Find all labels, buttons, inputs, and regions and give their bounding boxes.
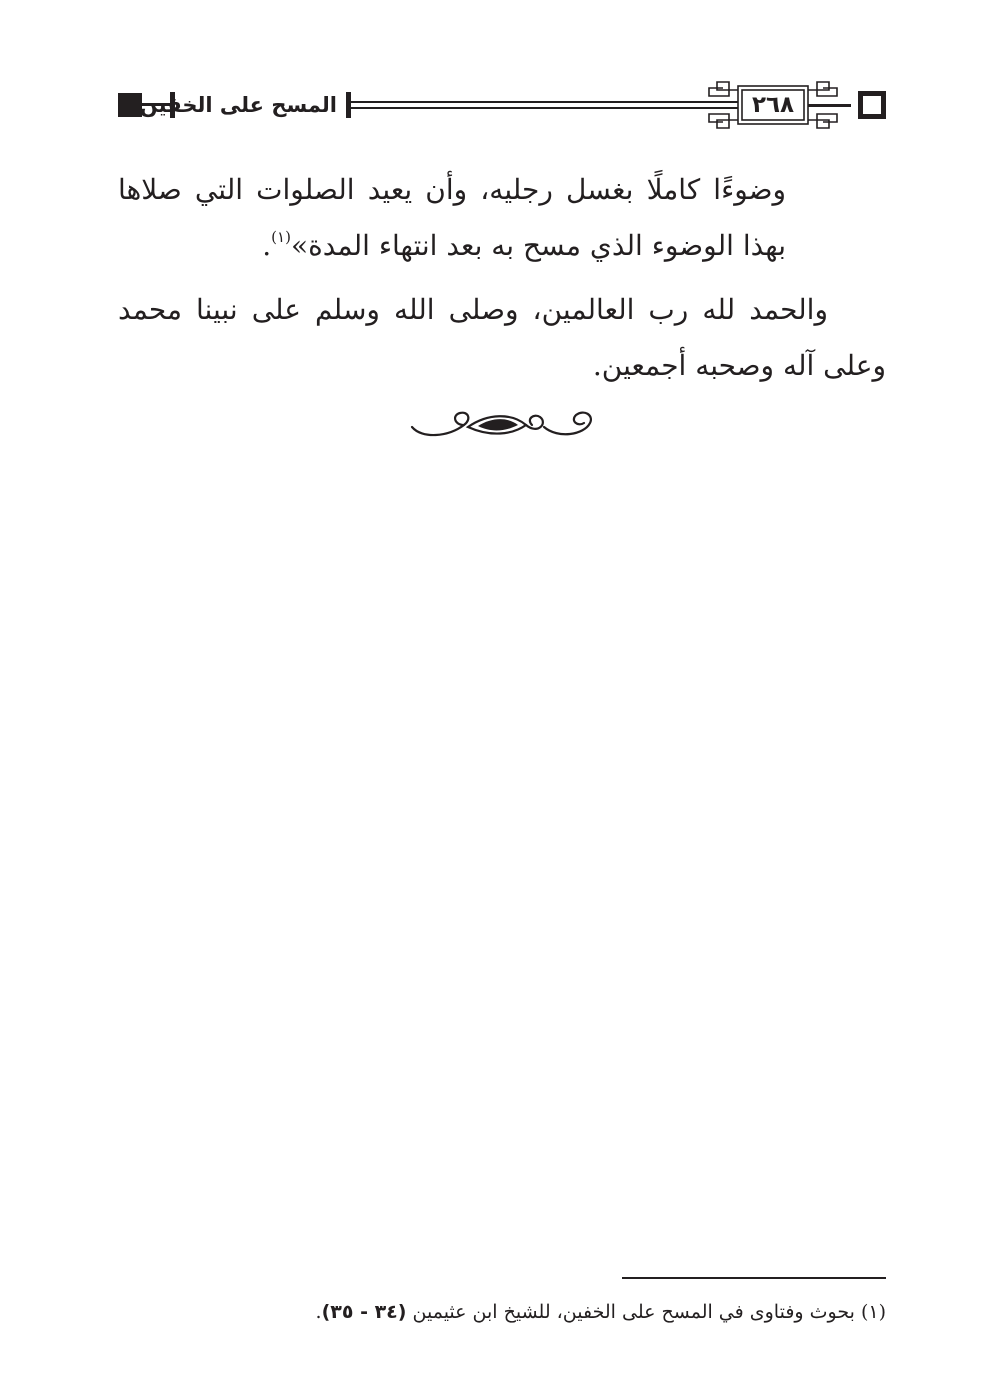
footnote xyxy=(200,1290,886,1334)
paragraph-1-line-2 xyxy=(118,218,786,274)
page-number: ٢٦٨ xyxy=(751,92,795,118)
paragraph-1-line-2-text: بهذا الوضوء الذي مسح به بعد انتهاء المدة» xyxy=(290,229,786,262)
paragraph-2-line-2: وعلى آله وصحبه أجمعين. xyxy=(592,349,886,382)
footnote-marker: (١) xyxy=(860,1301,886,1323)
header-title-bar xyxy=(346,92,351,118)
footnote-pages: (٣٤ - ٣٥) xyxy=(321,1301,407,1323)
header-right-square xyxy=(858,91,886,119)
ornament-divider-icon xyxy=(408,405,598,445)
header-rule-top xyxy=(351,101,709,103)
paragraph-1-line-2-end: . xyxy=(262,229,272,262)
footnote-reference: (١) xyxy=(271,228,291,246)
paragraph-1 xyxy=(118,162,786,274)
header-left-block xyxy=(118,93,142,117)
paragraph-1-line-1: وضوءًا كاملًا بغسل رجليه، وأن يعيد الصلوات التي صلاها xyxy=(118,173,786,206)
running-header xyxy=(0,0,1004,150)
header-rule-bottom xyxy=(351,107,709,109)
paragraph-2-line-1: والحمد لله رب العالمين، وصلى الله وسلم على نبينا محمد xyxy=(118,293,828,326)
footnote-text: بحوث وفتاوى في المسح على الخفين، للشيخ ابن عثيمين xyxy=(412,1301,855,1323)
footnote-separator xyxy=(622,1277,886,1279)
paragraph-2 xyxy=(118,282,828,338)
book-title: المسح على الخفين xyxy=(139,93,337,117)
footnote-end: . xyxy=(315,1301,322,1323)
